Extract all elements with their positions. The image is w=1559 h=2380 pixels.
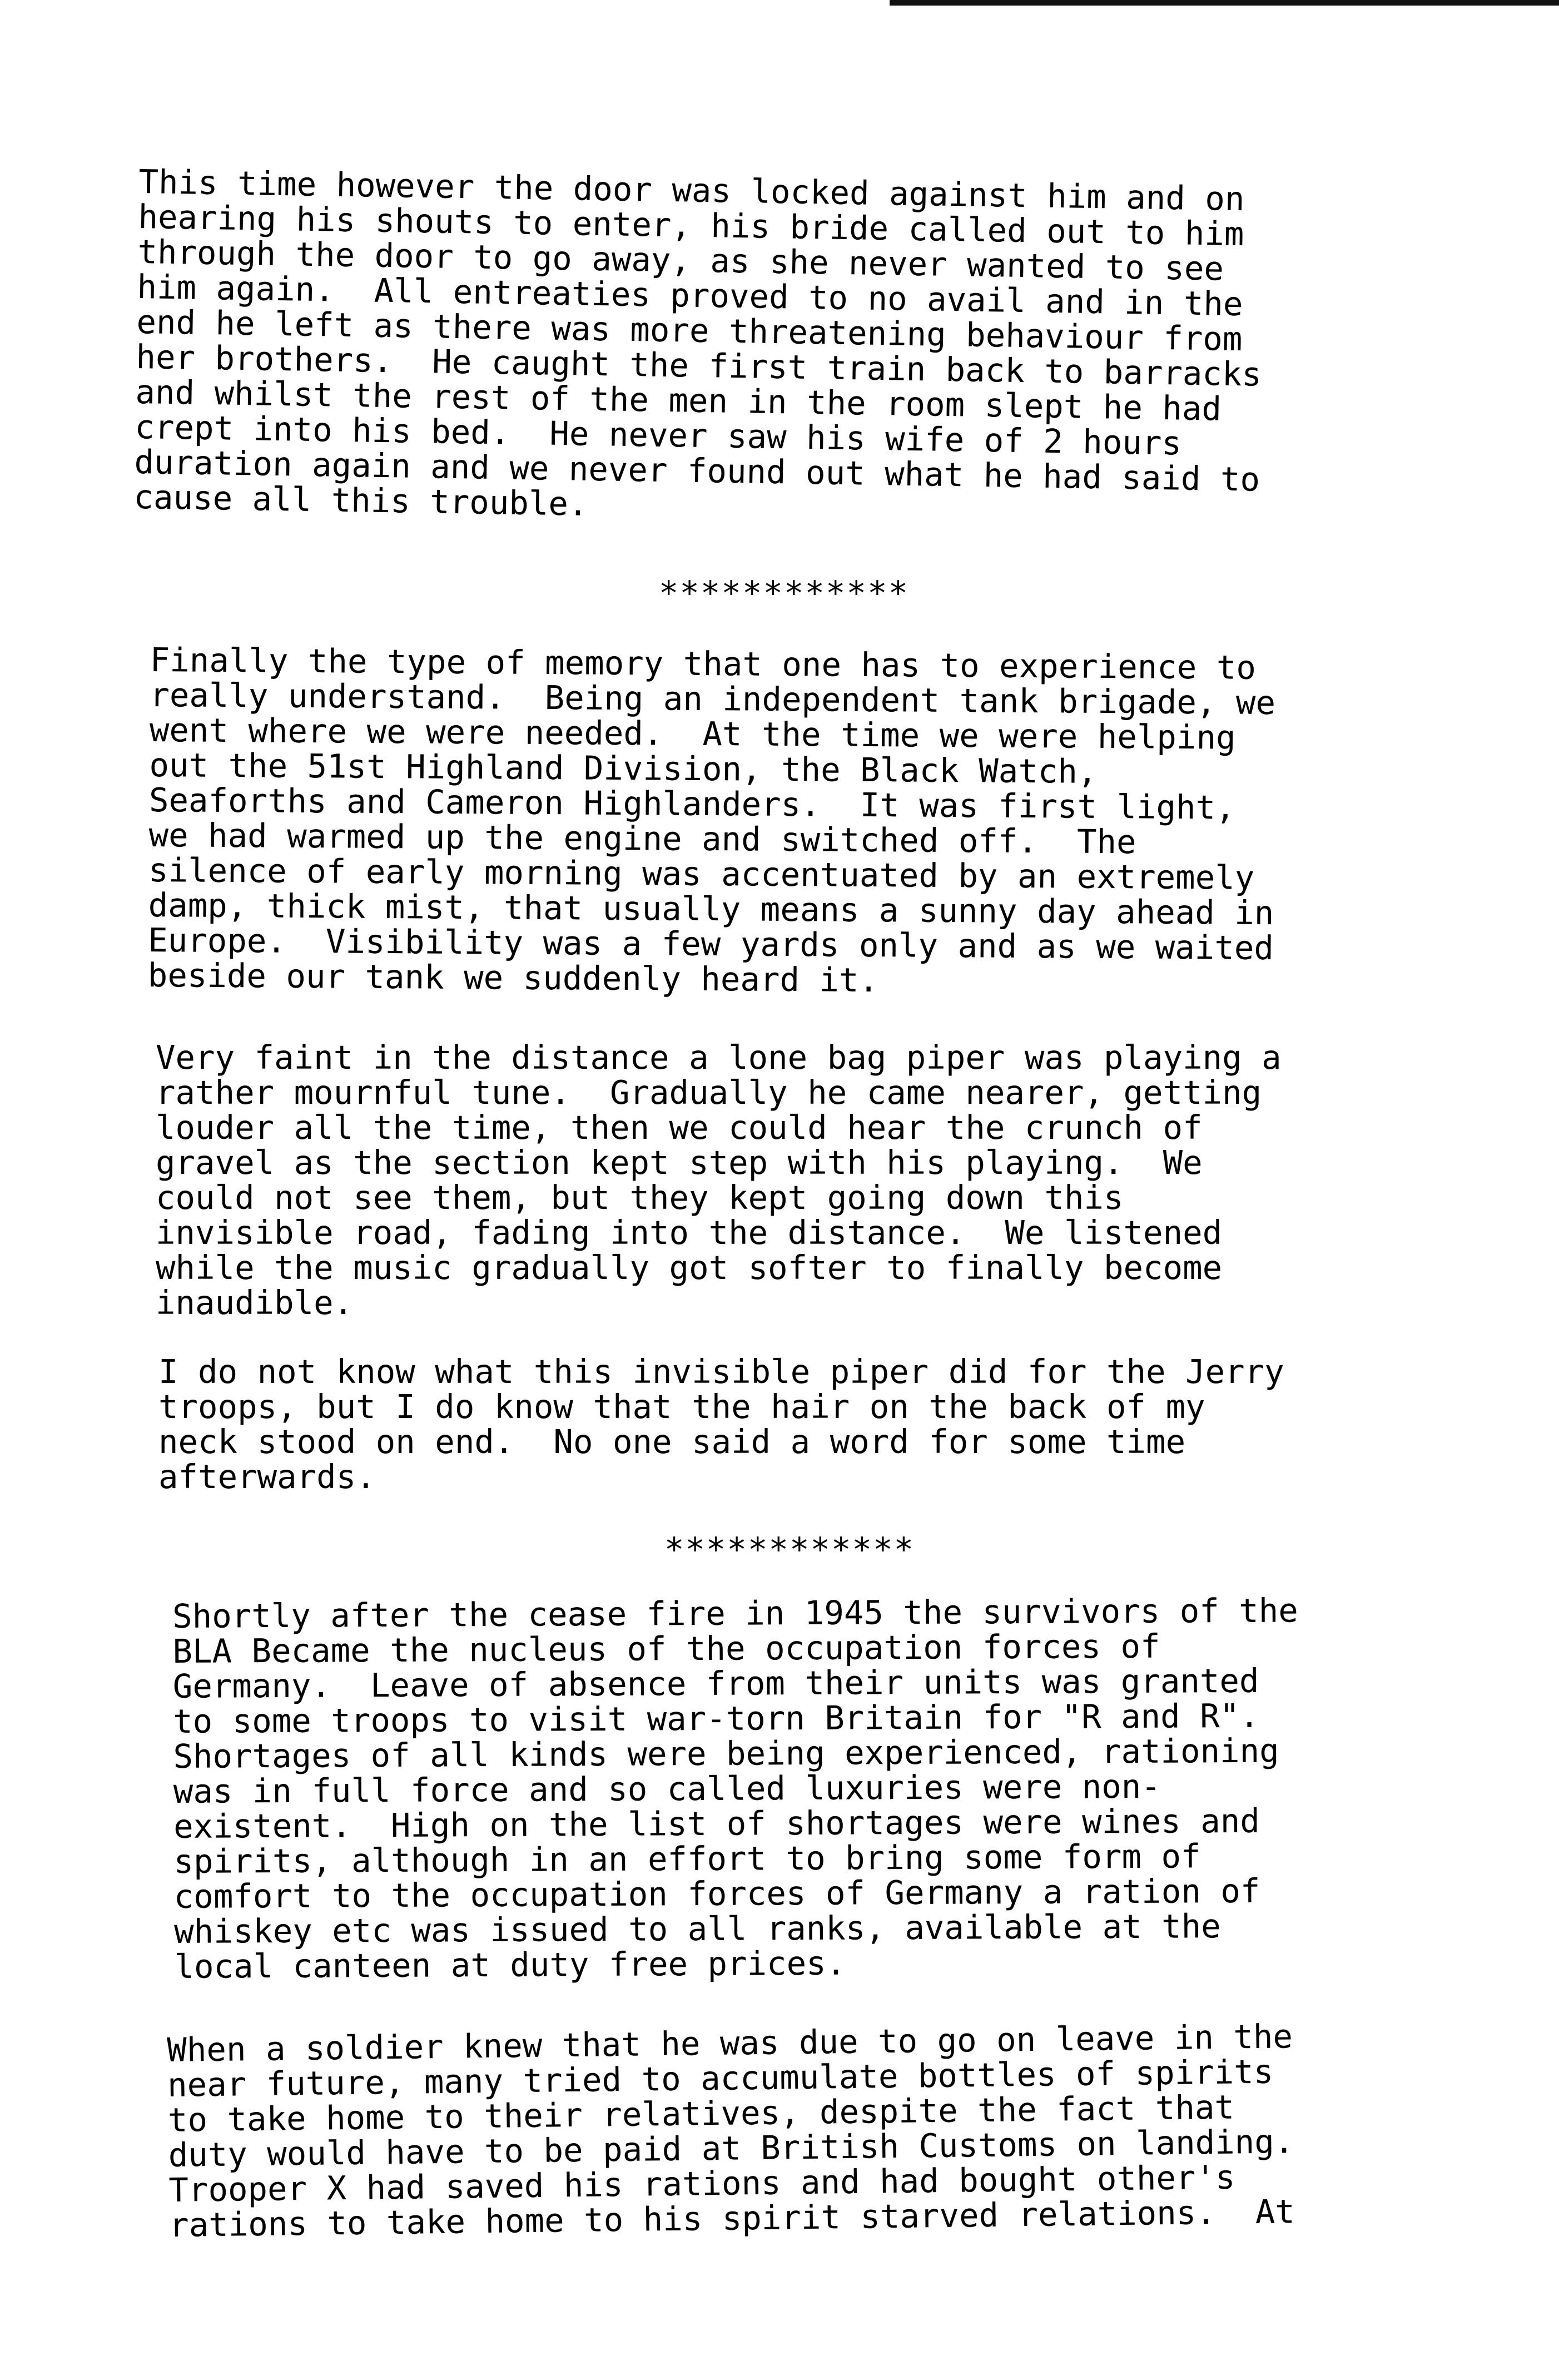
paragraph-wedding-story: This time however the door was locked against him and on hearing his shouts to enter, his bride called out to him through the door to go away, as she never wanted to see him again. All entreaties proved to no avail and in the end he left as there was more threatening behaviour from her brothers. He caught the first train back to barracks and whilst the rest of the men in the room slept he had crept into his bed. He never saw his wife of 2 hours duration again and we never found out what he had said to cause all this trouble. [133, 162, 1262, 523]
paragraph-cease-fire: Shortly after the cease fire in 1945 the survivors of the BLA Became the nucleus of the occupation forces of Germany. Leave of absence from their units was granted to some troops to visit war-torn Britain for "R and R". Shortages of all kinds were being experienced, rationing was in full force and so called luxuries were non- existent. High on the list of shortages were wines and spirits, although in an effort to bring some form of comfort to the occupation forces of Germany a ration of whiskey etc was issued to all ranks, available at the local canteen at duty free prices. [172, 1591, 1299, 1986]
section-separator: ************ [664, 1530, 915, 1569]
scan-edge-rule [890, 0, 1559, 6]
paragraph-bag-piper: Very faint in the distance a lone bag piper was playing a rather mournful tune. Gradually he came nearer, getting louder all the time, then we could hear the crunch of gravel as the section kept step with his playing. We could not see them, but they kept going down this invisible road, fading into the distance. We listened while the music gradually got softer to finally become inaudible. [156, 1038, 1282, 1322]
section-separator: ************ [658, 574, 910, 612]
paragraph-invisible-piper: I do not know what this invisible piper did for the Jerry troops, but I do know that the hair on the back of my neck stood on end. No one said a word for some time afterwards. [158, 1352, 1284, 1496]
paragraph-tank-brigade: Finally the type of memory that one has to experience to really understand. Being an independent tank brigade, we went where we were needed. At the time we were helping out the 51st Highland Division, the Black Watch, Seaforths and Cameron Highlanders. It was first light, we had warmed up the engine and switched off. The silence of early morning was accentuated by an extremely damp, thick mist, that usually means a sunny day ahead in Europe. Visibility was a few yards only and as we waited beside our tank we suddenly heard it. [147, 641, 1276, 1000]
paragraph-leave-spirits: When a soldier knew that he was due to go on leave in the near future, many tried to accumulate bottles of spirits to take home to their relatives, despite the fact that duty would have to be paid at British Customs on landing. Trooper X had saved his rations and had bought other's rations to take home to his spirit starved relations. At [166, 2017, 1295, 2244]
